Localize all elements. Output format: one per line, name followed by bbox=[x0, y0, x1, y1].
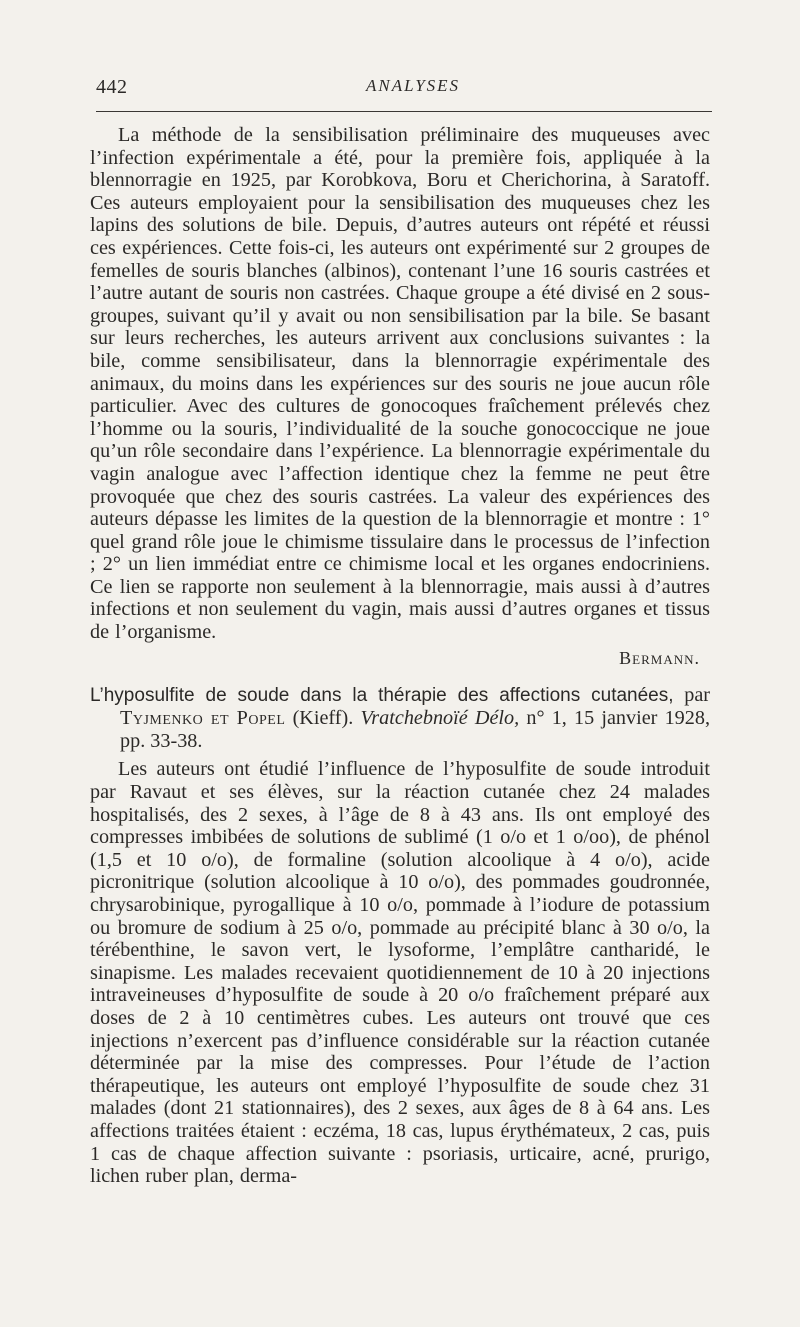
review-1-body: La méthode de la sensibilisation préliminaire des muqueuses avec l’infection expérimentale a été, pour la première fois, appliquée à la blennorragie en 1925, par Korobkova, Boru et Cherichorina, à Saratoff. Ces auteurs employaient pour la sensibilisation des muqueuses chez les lapins des solutions de bile. Depuis, d’autres auteurs ont répété et réussi ces expériences. Cette fois-ci, les auteurs ont expérimenté sur 2 groupes de femelles de souris blanches (albinos), contenant l’une 16 souris castrées et l’autre autant de souris non castrées. Chaque groupe a été divisé en 2 sous-groupes, suivant qu’il y avait ou non sensibilisation par la bile. Se basant sur leurs recherches, les auteurs arrivent aux conclusions suivantes : la bile, comme sensibilisateur, dans la blennorragie expérimentale des animaux, du moins dans les expériences sur des souris ne joue aucun rôle particulier. Avec des cultures de gonocoques fraîchement prélevés chez l’homme ou la souris, l’individualité de la souche gonococcique ne joue qu’un rôle secondaire dans l’expérience. La blennorragie expérimentale du vagin analogue avec l’affection identique chez la femme ne peut être provoquée que chez des souris castrées. La valeur des expériences des auteurs dépasse les limites de la question de la blennorragie et montre : 1° quel grand rôle joue le chimisme tissulaire dans le processus de l’infection ; 2° un lien immédiat entre ce chimisme local et les organes endocriniens. Ce lien se rapporte non seulement à la blennorragie, mais aussi à d’autres infections et non seulement du vagin, mais aussi d’autres organes et tissus de l’organisme. bbox=[90, 124, 710, 644]
review-2-citation: n° 1, 15 janvier 1928, pp. 33-38. bbox=[120, 707, 710, 752]
review-2-body: Les auteurs ont étudié l’influence de l’hyposulfite de soude introduit par Ravaut et ses élèves, sur la réaction cutanée chez 24 malades hospitalisés, des 2 sexes, à l’âge de 8 à 43 ans. Ils ont employé des compresses imbibées de solutions de sublimé (1 o/o et 1 o/oo), de phénol (1,5 et 10 o/o), de formaline (solution alcoolique à 4 o/o), acide picronitrique (solution alcoolique à 10 o/o), des pommades goudronnée, chrysarobinique, pyrogallique à 10 o/o, pommade à l’iodure de potassium ou bromure de sodium à 25 o/o, pommade au précipité blanc à 30 o/o, la térébenthine, le savon vert, le lysoforme, l’emplâtre cantharidé, le sinapisme. Les malades recevaient quotidiennement de 10 à 20 injections intraveineuses d’hyposulfite de soude à 20 o/o fraîchement préparé aux doses de 2 à 10 centimètres cubes. Les auteurs ont trouvé que ces injections n’exercent pas d’influence considérable sur la réaction cutanée déterminée par la mise des compresses. Pour l’étude de l’action thérapeutique, les auteurs ont employé l’hyposulfite de soude chez 31 malades (dont 21 stationnaires), des 2 sexes, aux âges de 8 à 64 ans. Les affections traitées étaient : eczéma, 18 cas, lupus érythémateux, 2 cas, puis 1 cas de chaque affection suivante : psoriasis, urticaire, acné, prurigo, lichen ruber plan, derma- bbox=[90, 758, 710, 1188]
review-2-title: L’hyposulfite de soude dans la thérapie des affections cutanées, bbox=[90, 684, 674, 706]
text-column bbox=[90, 124, 710, 1188]
review-2-journal: Vratchebnoïé Délo, bbox=[360, 707, 520, 730]
review-2-heading bbox=[90, 684, 710, 753]
review-2-place: (Kieff). bbox=[292, 707, 354, 730]
review-1-signature: Bermann. bbox=[619, 647, 700, 668]
review-2-by: par bbox=[684, 683, 711, 706]
review-2-authors: Tyjmenko et Popel bbox=[120, 707, 286, 730]
page-number: 442 bbox=[96, 76, 128, 98]
page-header bbox=[96, 74, 712, 104]
running-title: ANALYSES bbox=[366, 76, 461, 95]
header-rule bbox=[96, 111, 712, 112]
